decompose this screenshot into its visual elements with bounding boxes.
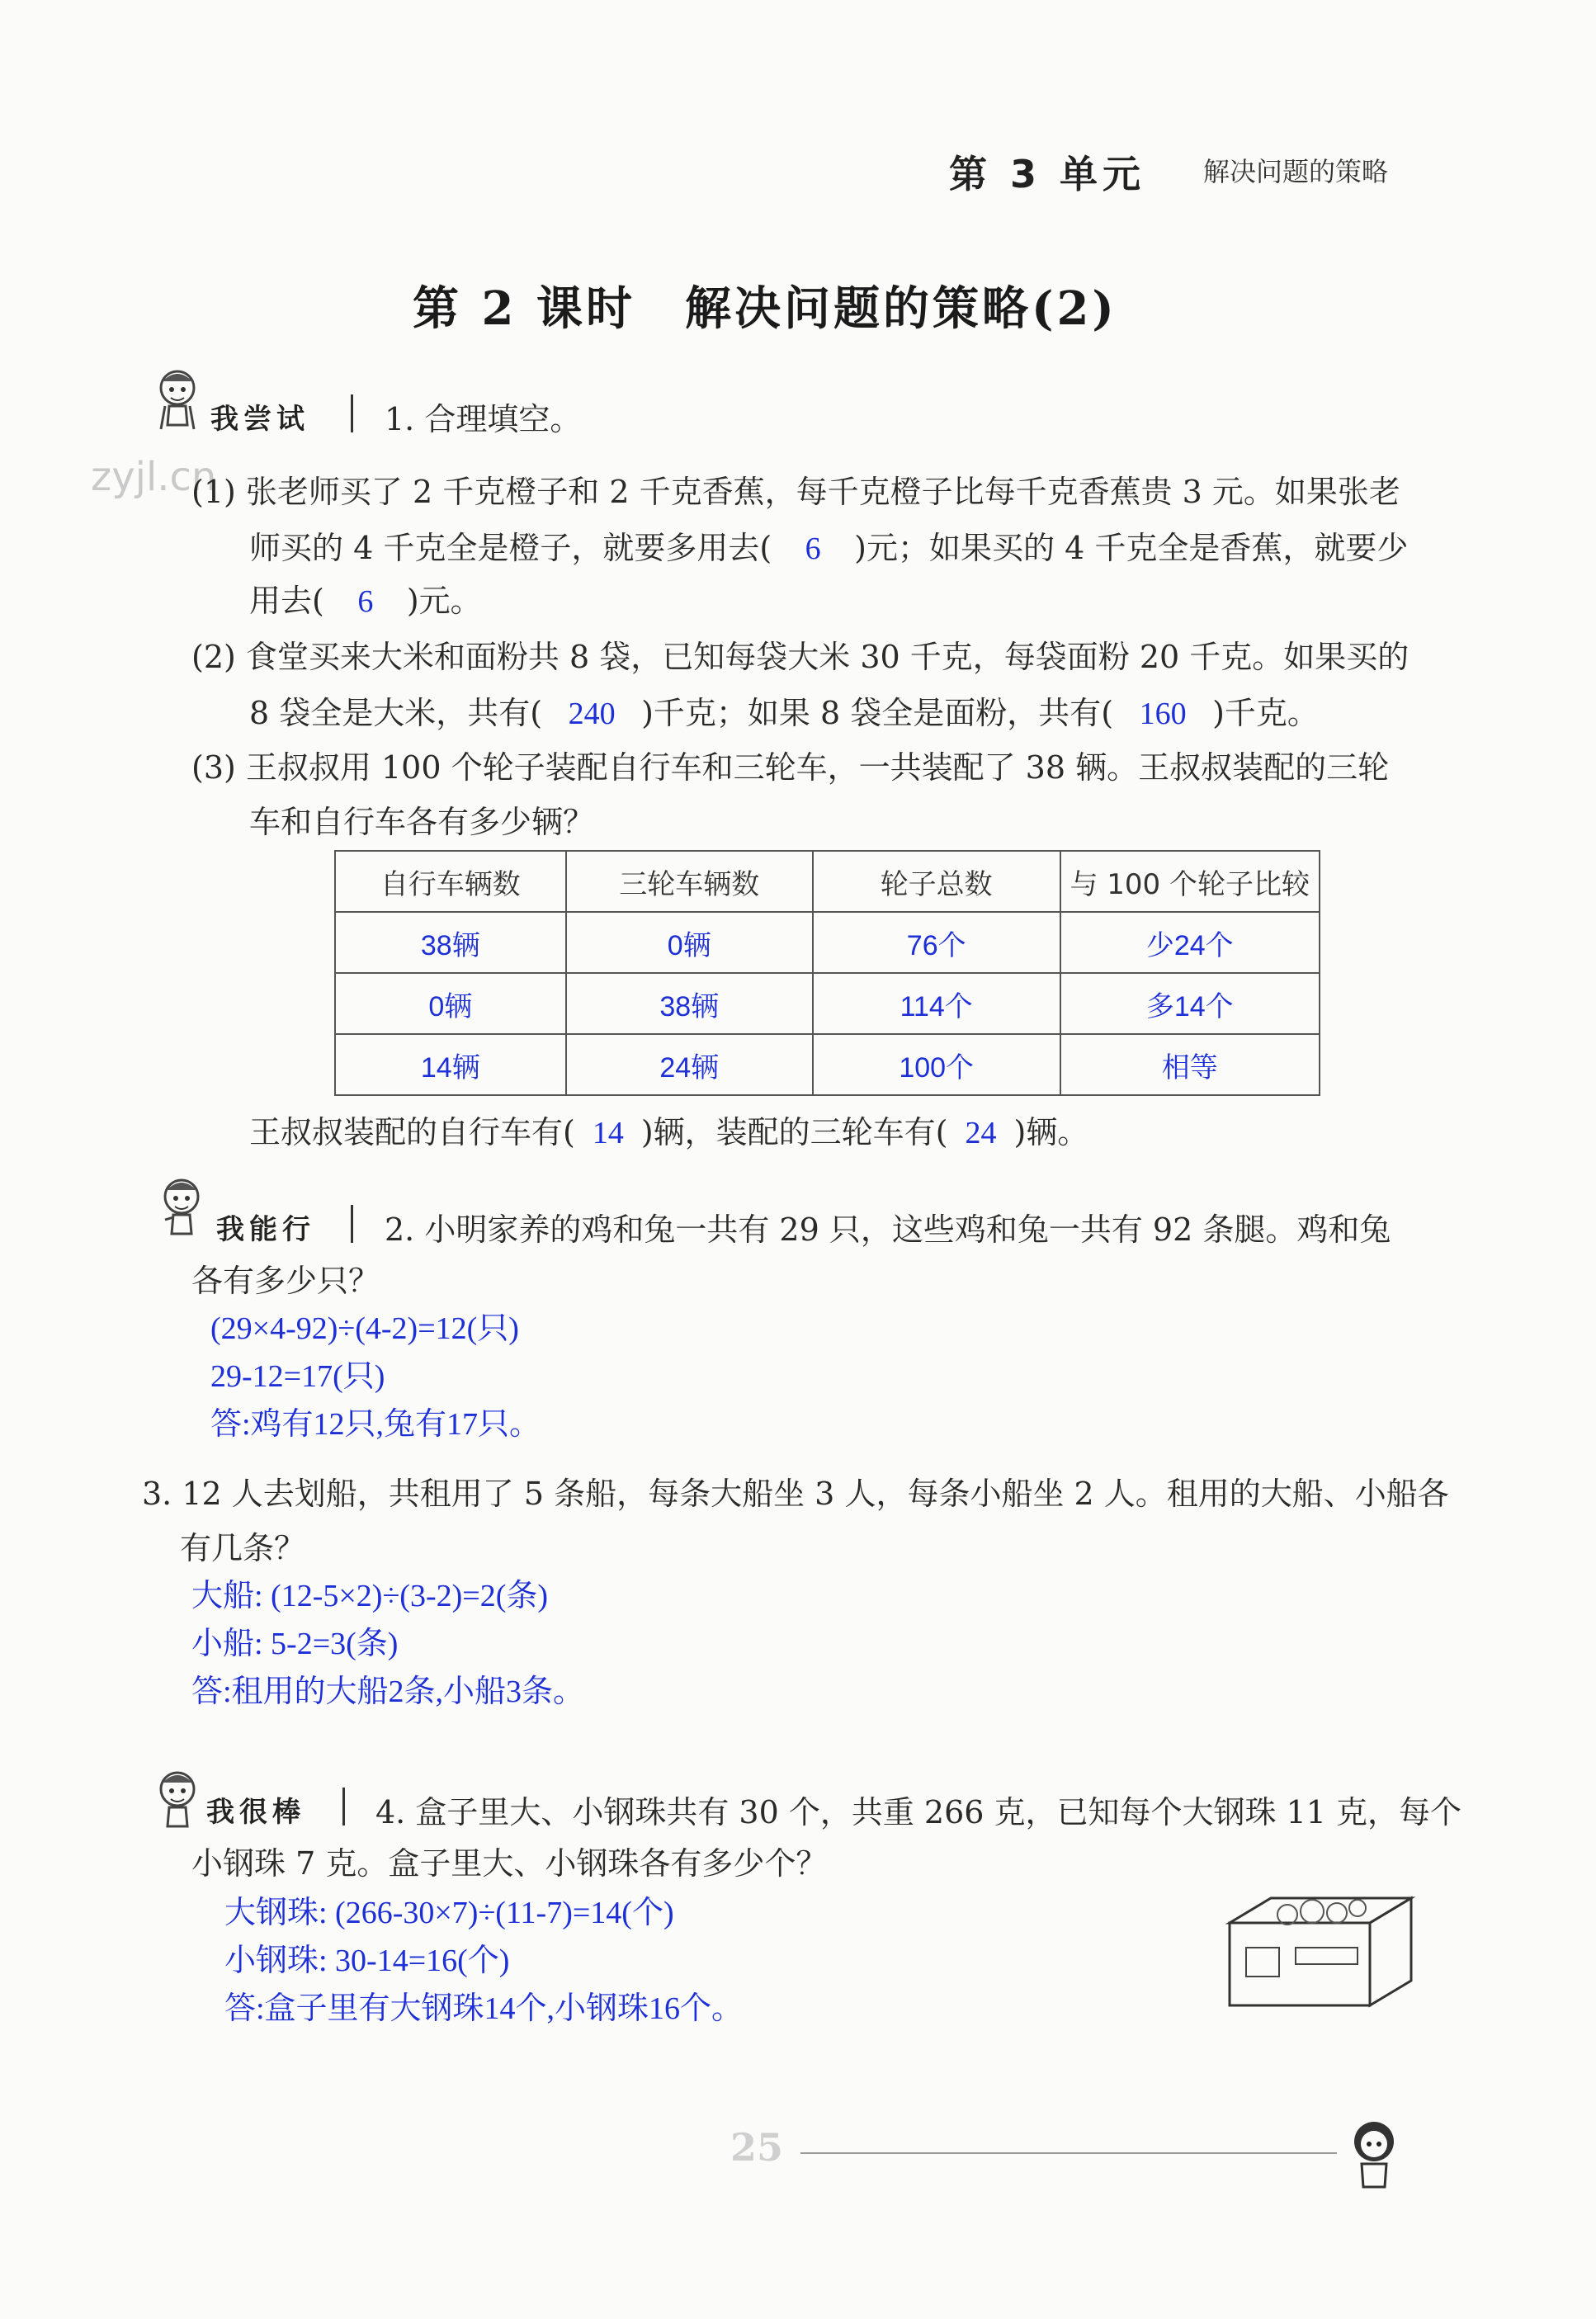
footer-rule xyxy=(800,2152,1337,2154)
section-tag-try: 我尝试 xyxy=(210,403,309,436)
table-cell: 14辆 xyxy=(335,1034,566,1095)
part-3-line-2: 车和自行车各有多少辆？ xyxy=(249,804,595,840)
question-4-answer-line: 小钢珠: 30-14=16(个) xyxy=(224,1944,510,1978)
question-4-line-1: 4. 盒子里大、小钢珠共有 30 个，共重 266 克，已知每个大钢珠 11 克，每个 xyxy=(375,1794,1462,1830)
table-header-cell: 三轮车辆数 xyxy=(566,851,813,912)
question-3-answer-line: 大船: (12-5×2)÷(3-2)=2(条) xyxy=(191,1579,549,1613)
tag-divider xyxy=(342,1788,345,1825)
table-cell: 38辆 xyxy=(335,912,566,973)
table-cell: 24辆 xyxy=(566,1034,813,1095)
unit-subtitle: 解决问题的策略 xyxy=(1203,156,1389,187)
watermark: zyjl.cn xyxy=(91,454,217,500)
lesson-title: 第 2 课时 解决问题的策略(2) xyxy=(413,281,1117,336)
answer-blank: 24 xyxy=(965,1116,997,1150)
question-2-answer-line: 29-12=17(只) xyxy=(210,1359,385,1394)
question-2-line-1: 2. 小明家养的鸡和兔一共有 29 只，这些鸡和兔一共有 92 条腿。鸡和兔 xyxy=(385,1211,1391,1248)
question-3-line-1: 3. 12 人去划船，共租用了 5 条船，每条大船坐 3 人，每条小船坐 2 人。租用的大船、小船各 xyxy=(142,1476,1449,1512)
table-header-cell: 自行车辆数 xyxy=(335,851,566,912)
table-header-row xyxy=(335,851,1320,912)
table-cell: 0辆 xyxy=(335,973,566,1034)
part-2-line-1: (2) 食堂买来大米和面粉共 8 袋，已知每袋大米 30 千克，每袋面粉 20 千克。如果买的 xyxy=(191,639,1409,675)
question-3-answer-line: 小船: 5-2=3(条) xyxy=(191,1627,399,1661)
mascot-icon xyxy=(144,1764,210,1839)
part-2-line-2: 8 袋全是大米，共有( 240 )千克；如果 8 袋全是面粉，共有( 160 )千克。 xyxy=(249,688,1319,739)
answer-blank: 160 xyxy=(1139,697,1187,731)
bike-table xyxy=(334,850,1320,1096)
question-4-answer-line: 大钢珠: (266-30×7)÷(11-7)=14(个) xyxy=(224,1896,674,1930)
table-cell: 38辆 xyxy=(566,973,813,1034)
table-cell: 少24个 xyxy=(1060,912,1320,973)
table-header-cell: 与 100 个轮子比较 xyxy=(1060,851,1320,912)
section-tag-can: 我能行 xyxy=(216,1213,315,1246)
part-3-conclusion: 王叔叔装配的自行车有( 14 )辆，装配的三轮车有( 24 )辆。 xyxy=(249,1108,1088,1158)
question-4-line-2: 小钢珠 7 克。盒子里大、小钢珠各有多少个？ xyxy=(191,1845,828,1882)
table-cell: 相等 xyxy=(1060,1034,1320,1095)
mascot-icon xyxy=(149,1172,215,1246)
question-3-line-2: 有几条？ xyxy=(180,1530,306,1566)
part-1-line-3: 用去( 6 )元。 xyxy=(249,576,482,626)
page-number: 25 xyxy=(730,2125,784,2170)
part-3-line-1: (3) 王叔叔用 100 个轮子装配自行车和三轮车，一共装配了 38 辆。王叔叔装配的三轮 xyxy=(191,749,1390,786)
question-2-answer-line: 答:鸡有12只,兔有17只。 xyxy=(210,1407,541,1442)
table-row xyxy=(335,1034,1320,1095)
table-cell: 114个 xyxy=(813,973,1060,1034)
question-3-answer-line: 答:租用的大船2条,小船3条。 xyxy=(191,1674,585,1709)
part-1-line-2: 师买的 4 千克全是橙子，就要多用去( 6 )元；如果买的 4 千克全是香蕉，就要少 xyxy=(249,523,1408,574)
answer-blank: 240 xyxy=(568,697,616,731)
table-row xyxy=(335,912,1320,973)
question-1-title: 1. 合理填空。 xyxy=(385,401,582,437)
mascot-icon xyxy=(1337,2113,1411,2195)
answer-blank: 14 xyxy=(592,1116,624,1150)
box-illustration xyxy=(1221,1890,1419,2014)
table-cell: 76个 xyxy=(813,912,1060,973)
unit-heading: 第 3 单元 xyxy=(949,152,1146,196)
question-2-line-2: 各有多少只？ xyxy=(191,1263,380,1299)
mascot-icon xyxy=(144,363,210,437)
tag-divider xyxy=(351,1205,353,1243)
question-4-answer-line: 答:盒子里有大钢珠14个,小钢珠16个。 xyxy=(224,1991,744,2026)
table-header-cell: 轮子总数 xyxy=(813,851,1060,912)
answer-blank: 6 xyxy=(357,584,374,619)
part-1-line-1: (1) 张老师买了 2 千克橙子和 2 千克香蕉，每千克橙子比每千克香蕉贵 3 元。如果张老 xyxy=(191,474,1400,510)
section-tag-great: 我很棒 xyxy=(206,1796,305,1829)
table-cell: 100个 xyxy=(813,1034,1060,1095)
question-2-answer-line: (29×4-92)÷(4-2)=12(只) xyxy=(210,1311,519,1346)
table-cell: 多14个 xyxy=(1060,973,1320,1034)
tag-divider xyxy=(351,394,353,432)
table-cell: 0辆 xyxy=(566,912,813,973)
table-row xyxy=(335,973,1320,1034)
answer-blank: 6 xyxy=(805,531,821,566)
